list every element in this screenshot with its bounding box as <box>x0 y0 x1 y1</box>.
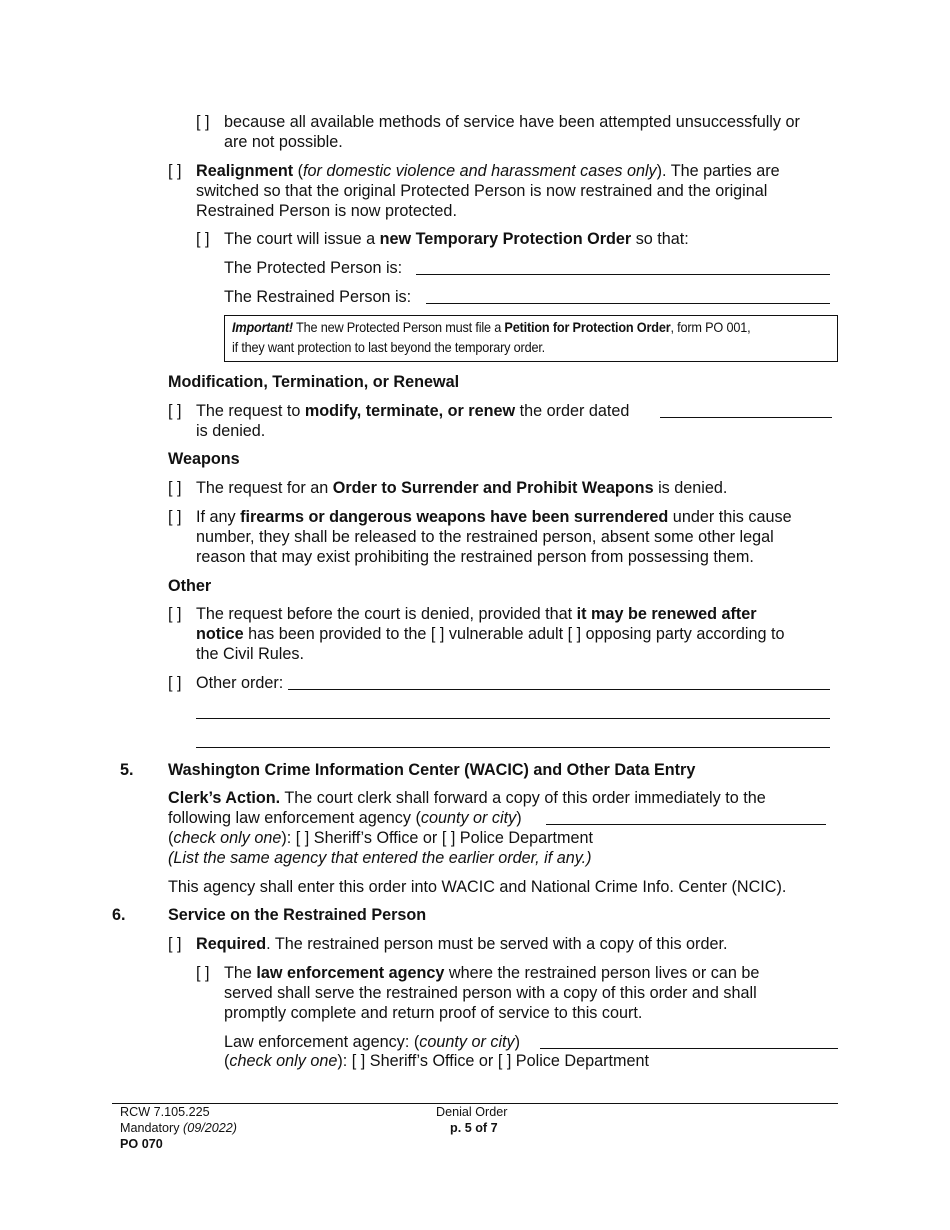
section5-number: 5. <box>120 761 134 779</box>
other-item1-pre: The request before the court is denied, provided that <box>196 605 577 623</box>
restrained-person-field[interactable] <box>426 303 830 304</box>
footer-mandatory-label: Mandatory <box>120 1121 183 1135</box>
restrained-person-label: The Restrained Person is: <box>224 288 412 306</box>
weapons-item1-pre: The request for an <box>196 479 333 497</box>
realignment-checkbox[interactable]: [ ] <box>168 162 182 180</box>
section6-le-line2: served shall serve the restrained person with a copy of this order and shall <box>224 984 757 1002</box>
modification-checkbox[interactable]: [ ] <box>168 402 182 420</box>
service-all-methods-line1: because all available methods of service have been attempted unsuccessfully or <box>224 113 800 131</box>
footer-page-number: p. 5 of 7 <box>450 1121 498 1135</box>
new-order-pre: The court will issue a <box>224 230 380 248</box>
footer-mandatory <box>120 1120 237 1136</box>
section6-required-checkbox[interactable]: [ ] <box>168 935 182 953</box>
weapons-item2-line1 <box>196 507 792 527</box>
section5-clerk-text: The court clerk shall forward a copy of this order immediately to the <box>280 789 766 807</box>
footer-form-number: PO 070 <box>120 1137 163 1151</box>
important-notice-line2: if they want protection to last beyond the temporary order. <box>232 340 546 355</box>
section5-title: Washington Crime Information Center (WACIC) and Other Data Entry <box>168 761 696 779</box>
section6-le-post: where the restrained person lives or can be <box>444 964 760 982</box>
other-item1-line2-post: has been provided to the [ ] vulnerable adult [ ] opposing party according to <box>243 625 785 643</box>
section5-clerk-l2-pre: following law enforcement agency ( <box>168 809 421 827</box>
protected-person-label: The Protected Person is: <box>224 259 403 277</box>
new-order-post: so that: <box>631 230 689 248</box>
weapons-item2-post: under this cause <box>668 508 792 526</box>
realignment-paren: ( <box>293 162 304 180</box>
other-item1-line1 <box>196 604 757 624</box>
section6-agency-pre: Law enforcement agency: ( <box>224 1033 420 1051</box>
section5-clerk-bold: Clerk’s Action. <box>168 789 281 807</box>
section6-agency-post: ) <box>514 1033 521 1051</box>
modification-pre: The request to <box>196 402 305 420</box>
section6-agency-italic: county or city <box>419 1033 515 1051</box>
section6-le-bold: law enforcement agency <box>256 964 445 982</box>
realignment-qualifier: for domestic violence and harassment cases only <box>303 162 657 180</box>
weapons-item2-line3: reason that may exist prohibiting the restrained person from possessing them. <box>196 548 754 566</box>
modification-bold: modify, terminate, or renew <box>304 402 516 420</box>
section5-agency-field[interactable] <box>546 824 826 825</box>
modification-line2: is denied. <box>196 422 266 440</box>
footer-mandatory-date: (09/2022) <box>183 1121 237 1135</box>
weapons-item1-line <box>196 478 727 498</box>
section6-check-open: ( <box>224 1052 230 1070</box>
other-order-field-line2[interactable] <box>196 718 830 719</box>
section5-clerk-l2-post: ) <box>516 809 522 827</box>
weapons-item2-bold: firearms or dangerous weapons have been surrendered <box>240 508 669 526</box>
realignment-line3: Restrained Person is now protected. <box>196 202 457 220</box>
weapons-item1-checkbox[interactable]: [ ] <box>168 479 182 497</box>
footer-title: Denial Order <box>436 1105 508 1119</box>
other-item1-bold1: it may be renewed after <box>576 605 757 623</box>
section5-list-note: (List the same agency that entered the earlier order, if any.) <box>168 849 592 867</box>
other-order-label: Other order: <box>196 674 284 692</box>
section6-le-checkbox[interactable]: [ ] <box>196 964 210 982</box>
other-order-field[interactable] <box>288 689 830 690</box>
important-bold: Petition for Protection Order <box>504 320 671 335</box>
important-notice-line1 <box>232 318 750 338</box>
weapons-item2-checkbox[interactable]: [ ] <box>168 508 182 526</box>
modification-heading: Modification, Termination, or Renewal <box>168 373 460 391</box>
section6-required-line <box>196 934 727 954</box>
section5-check-open: ( <box>168 829 174 847</box>
realignment-title: Realignment <box>196 162 294 180</box>
modification-date-field[interactable] <box>660 417 832 418</box>
realignment-line1 <box>196 161 780 181</box>
other-item1-line3: the Civil Rules. <box>196 645 304 663</box>
footer-rcw: RCW 7.105.225 <box>120 1105 210 1119</box>
important-text2: , form PO 001, <box>670 320 751 335</box>
section5-check-italic: check only one <box>173 829 282 847</box>
section6-number: 6. <box>112 906 126 924</box>
section6-agency-line <box>224 1032 520 1052</box>
other-item1-line2 <box>196 624 785 644</box>
important-lead: Important! <box>232 320 293 335</box>
section6-required-rest: . The restrained person must be served with a copy of this order. <box>266 935 728 953</box>
other-item1-checkbox[interactable]: [ ] <box>168 605 182 623</box>
section5-clerk-line1 <box>168 788 766 808</box>
weapons-item1-bold: Order to Surrender and Prohibit Weapons <box>332 479 654 497</box>
section6-agency-field[interactable] <box>540 1048 838 1049</box>
section6-check-italic: check only one <box>229 1052 338 1070</box>
weapons-item1-post: is denied. <box>653 479 728 497</box>
other-item1-bold2: notice <box>196 625 244 643</box>
section5-check-rest: ): [ ] Sheriff’s Office or [ ] Police Department <box>281 829 593 847</box>
section6-required-bold: Required <box>196 935 267 953</box>
weapons-item2-line2: number, they shall be released to the restrained person, absent some other legal <box>196 528 774 546</box>
weapons-item2-pre: If any <box>196 508 241 526</box>
section6-title: Service on the Restrained Person <box>168 906 427 924</box>
section5-check-line <box>168 828 593 848</box>
protected-person-field[interactable] <box>416 274 830 275</box>
new-order-line <box>224 229 689 249</box>
realignment-line1-rest: ). The parties are <box>656 162 780 180</box>
modification-post: the order dated <box>515 402 630 420</box>
important-notice-box <box>224 315 838 362</box>
section6-check-line <box>224 1051 649 1071</box>
section6-check-rest: ): [ ] Sheriff’s Office or [ ] Police Department <box>337 1052 649 1070</box>
important-text1: The new Protected Person must file a <box>292 320 505 335</box>
section5-clerk-l2-italic: county or city <box>420 809 517 827</box>
realignment-line2: switched so that the original Protected Person is now restrained and the original <box>196 182 768 200</box>
other-order-field-line3[interactable] <box>196 747 830 748</box>
new-order-bold: new Temporary Protection Order <box>379 230 632 248</box>
service-all-methods-line2: are not possible. <box>224 133 343 151</box>
modification-line1 <box>196 401 629 421</box>
section6-le-line1 <box>224 963 759 983</box>
other-heading: Other <box>168 577 212 595</box>
section6-le-pre: The <box>224 964 257 982</box>
new-order-checkbox[interactable]: [ ] <box>196 230 210 248</box>
weapons-heading: Weapons <box>168 450 240 468</box>
section5-clerk-line2 <box>168 808 522 828</box>
section6-le-line3: promptly complete and return proof of service to this court. <box>224 1004 643 1022</box>
other-item2-checkbox[interactable]: [ ] <box>168 674 182 692</box>
section5-entry-text: This agency shall enter this order into WACIC and National Crime Info. Center (NCIC). <box>168 878 787 896</box>
service-all-methods-checkbox[interactable]: [ ] <box>196 113 210 131</box>
